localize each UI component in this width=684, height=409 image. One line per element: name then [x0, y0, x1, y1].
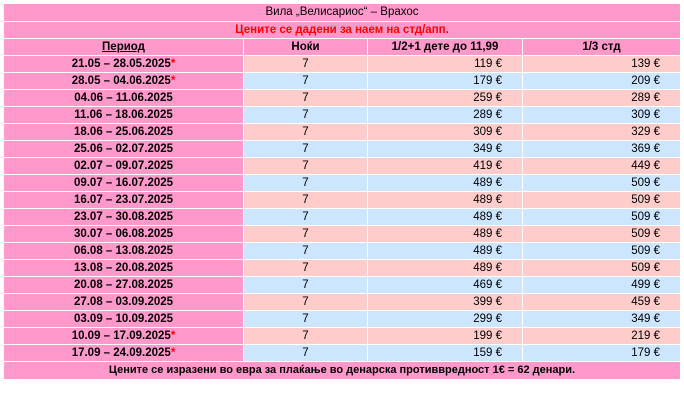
nights-cell: 7 [244, 56, 368, 73]
nights-cell: 7 [244, 311, 368, 328]
third-price-cell: 509 € [523, 192, 681, 209]
header-child: 1/2+1 дете до 11,99 [368, 39, 523, 56]
header-period: Период [4, 39, 244, 56]
table-row [4, 345, 681, 362]
period-text: 09.07 – 16.07.2025 [73, 177, 174, 189]
table-row [4, 90, 681, 107]
table-subtitle: Цените се дадени за наем на стд/апп. [4, 22, 681, 39]
third-price-cell: 179 € [523, 345, 681, 362]
period-text: 28.05 – 04.06.2025 [71, 75, 171, 87]
third-price-cell: 449 € [523, 158, 681, 175]
nights-cell: 7 [244, 90, 368, 107]
nights-cell: 7 [244, 328, 368, 345]
child-price-cell: 489 € [368, 243, 523, 260]
third-price-cell: 509 € [523, 175, 681, 192]
nights-cell: 7 [244, 124, 368, 141]
child-price-cell: 289 € [368, 107, 523, 124]
asterisk-mark: * [170, 330, 176, 342]
table-row [4, 107, 681, 124]
child-price-cell: 489 € [368, 192, 523, 209]
child-price-cell: 469 € [368, 277, 523, 294]
period-cell [4, 243, 244, 260]
period-cell [4, 56, 244, 73]
table-row [4, 158, 681, 175]
table-row [4, 311, 681, 328]
period-cell [4, 209, 244, 226]
table-row [4, 226, 681, 243]
table-row [4, 124, 681, 141]
child-price-cell: 199 € [368, 328, 523, 345]
third-price-cell: 349 € [523, 311, 681, 328]
price-table [3, 3, 681, 380]
child-price-cell: 259 € [368, 90, 523, 107]
third-price-cell: 219 € [523, 328, 681, 345]
header-third: 1/3 стд [523, 39, 681, 56]
period-cell [4, 107, 244, 124]
child-price-cell: 489 € [368, 175, 523, 192]
period-text: 27.08 – 03.09.2025 [73, 296, 174, 308]
period-text: 10.09 – 17.09.2025 [71, 330, 171, 342]
child-price-cell: 489 € [368, 209, 523, 226]
nights-cell: 7 [244, 107, 368, 124]
period-cell [4, 294, 244, 311]
period-text: 17.09 – 24.09.2025 [71, 347, 171, 359]
period-text: 30.07 – 06.08.2025 [73, 228, 174, 240]
third-price-cell: 509 € [523, 209, 681, 226]
period-cell [4, 158, 244, 175]
nights-cell: 7 [244, 260, 368, 277]
third-price-cell: 499 € [523, 277, 681, 294]
period-cell [4, 175, 244, 192]
period-text: 03.09 – 10.09.2025 [73, 313, 174, 325]
period-cell [4, 260, 244, 277]
table-title: Вила „Велисариос“ – Врахос [4, 4, 681, 22]
period-text: 16.07 – 23.07.2025 [73, 194, 174, 206]
header-row [4, 39, 681, 56]
child-price-cell: 309 € [368, 124, 523, 141]
table-row [4, 260, 681, 277]
child-price-cell: 489 € [368, 260, 523, 277]
period-text: 20.08 – 27.08.2025 [73, 279, 174, 291]
period-cell [4, 73, 244, 90]
third-price-cell: 289 € [523, 90, 681, 107]
third-price-cell: 509 € [523, 243, 681, 260]
nights-cell: 7 [244, 243, 368, 260]
child-price-cell: 179 € [368, 73, 523, 90]
table-row [4, 56, 681, 73]
period-text: 21.05 – 28.05.2025 [71, 58, 171, 70]
table-row [4, 243, 681, 260]
asterisk-mark: * [170, 347, 176, 359]
table-row [4, 209, 681, 226]
child-price-cell: 299 € [368, 311, 523, 328]
table-row [4, 141, 681, 158]
nights-cell: 7 [244, 73, 368, 90]
period-cell [4, 192, 244, 209]
third-price-cell: 509 € [523, 260, 681, 277]
third-price-cell: 309 € [523, 107, 681, 124]
third-price-cell: 509 € [523, 226, 681, 243]
nights-cell: 7 [244, 158, 368, 175]
table-row [4, 192, 681, 209]
nights-cell: 7 [244, 192, 368, 209]
child-price-cell: 159 € [368, 345, 523, 362]
nights-cell: 7 [244, 345, 368, 362]
nights-cell: 7 [244, 175, 368, 192]
child-price-cell: 419 € [368, 158, 523, 175]
nights-cell: 7 [244, 209, 368, 226]
child-price-cell: 489 € [368, 226, 523, 243]
period-cell [4, 90, 244, 107]
third-price-cell: 139 € [523, 56, 681, 73]
period-cell [4, 328, 244, 345]
period-cell [4, 141, 244, 158]
nights-cell: 7 [244, 294, 368, 311]
period-cell [4, 226, 244, 243]
footer-note: Цените се изразени во евра за плаќање во денарска противвредност 1€ = 62 денари. [4, 362, 681, 380]
table-row [4, 175, 681, 192]
asterisk-mark: * [170, 75, 176, 87]
header-nights: Ноќи [244, 39, 368, 56]
third-price-cell: 459 € [523, 294, 681, 311]
period-text: 02.07 – 09.07.2025 [73, 160, 174, 172]
nights-cell: 7 [244, 277, 368, 294]
subtitle-row [4, 22, 681, 39]
period-text: 25.06 – 02.07.2025 [73, 143, 174, 155]
nights-cell: 7 [244, 141, 368, 158]
period-text: 18.06 – 25.06.2025 [73, 126, 174, 138]
table-row [4, 277, 681, 294]
period-cell [4, 124, 244, 141]
child-price-cell: 399 € [368, 294, 523, 311]
period-text: 11.06 – 18.06.2025 [74, 109, 173, 121]
period-cell [4, 277, 244, 294]
period-text: 06.08 – 13.08.2025 [73, 245, 174, 257]
nights-cell: 7 [244, 226, 368, 243]
table-row [4, 73, 681, 90]
period-text: 13.08 – 20.08.2025 [73, 262, 174, 274]
third-price-cell: 209 € [523, 73, 681, 90]
title-row [4, 4, 681, 22]
period-cell [4, 311, 244, 328]
period-text: 23.07 – 30.08.2025 [73, 211, 174, 223]
asterisk-mark: * [170, 58, 176, 70]
child-price-cell: 119 € [368, 56, 523, 73]
table-row [4, 294, 681, 311]
third-price-cell: 369 € [523, 141, 681, 158]
third-price-cell: 329 € [523, 124, 681, 141]
period-text: 04.06 – 11.06.2025 [74, 92, 173, 104]
period-cell [4, 345, 244, 362]
footer-row [4, 362, 681, 380]
child-price-cell: 349 € [368, 141, 523, 158]
table-row [4, 328, 681, 345]
